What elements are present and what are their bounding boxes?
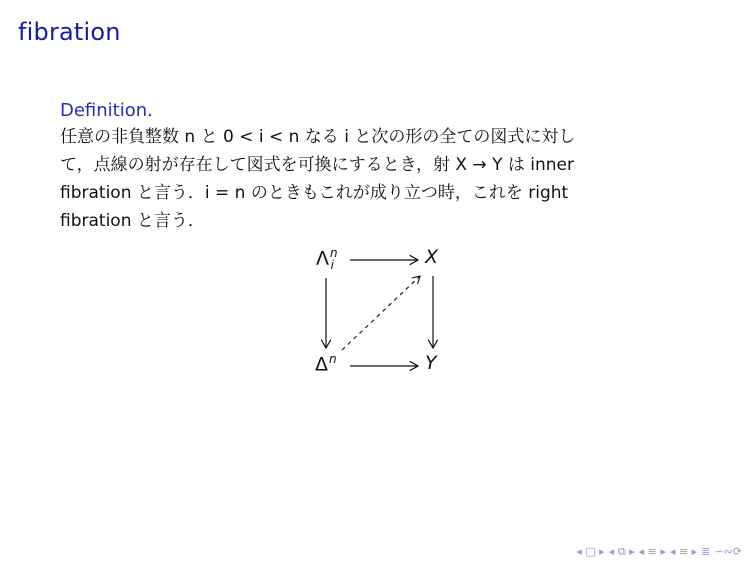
frame-title: fibration [18,18,121,46]
definition-heading: Definition. [60,100,153,121]
node-x [425,246,438,268]
nav-search-icon[interactable]: ∽∾⟳ [714,545,742,558]
definition-line-2: て，点線の射が存在して図式を可換にするとき，射 X → Y は inner [60,155,574,175]
definition-line-3: fibration と言う．i = n のときもこれが成り立つ時，これを right [60,183,569,203]
nav-section-icon[interactable]: ◂ ≡ ▸ [638,545,666,558]
node-y [425,352,437,374]
node-horn [316,246,338,273]
nav-first-icon[interactable]: ◂ □ ▸ [576,545,605,558]
arrow-dashed-lift [342,276,420,350]
node-horn-base: Λ [316,247,329,270]
definition-line-1: 任意の非負整数 n と 0 < i < n なる i と次の形の全ての図式に対し [60,127,576,147]
diagram-arrows [280,238,470,388]
nav-subsection-icon[interactable]: ◂ ≡ ▸ [669,545,698,558]
beamer-navigation [576,545,742,559]
nav-frame-icon[interactable]: ◂ ⧉ ▸ [608,545,635,558]
definition-block [60,100,700,235]
node-y-label: Y [425,352,437,374]
node-simplex-sup: n [329,352,337,366]
node-horn-sub: i [330,258,334,273]
nav-align-icon[interactable]: ≣ [701,545,711,558]
definition-body [60,123,700,235]
node-simplex-base: Δ [315,353,328,376]
node-horn-sup: n [330,246,338,260]
commutative-diagram [280,238,470,388]
node-x-label: X [425,246,439,268]
definition-line-4: fibration と言う． [60,211,205,231]
node-simplex [315,352,337,375]
